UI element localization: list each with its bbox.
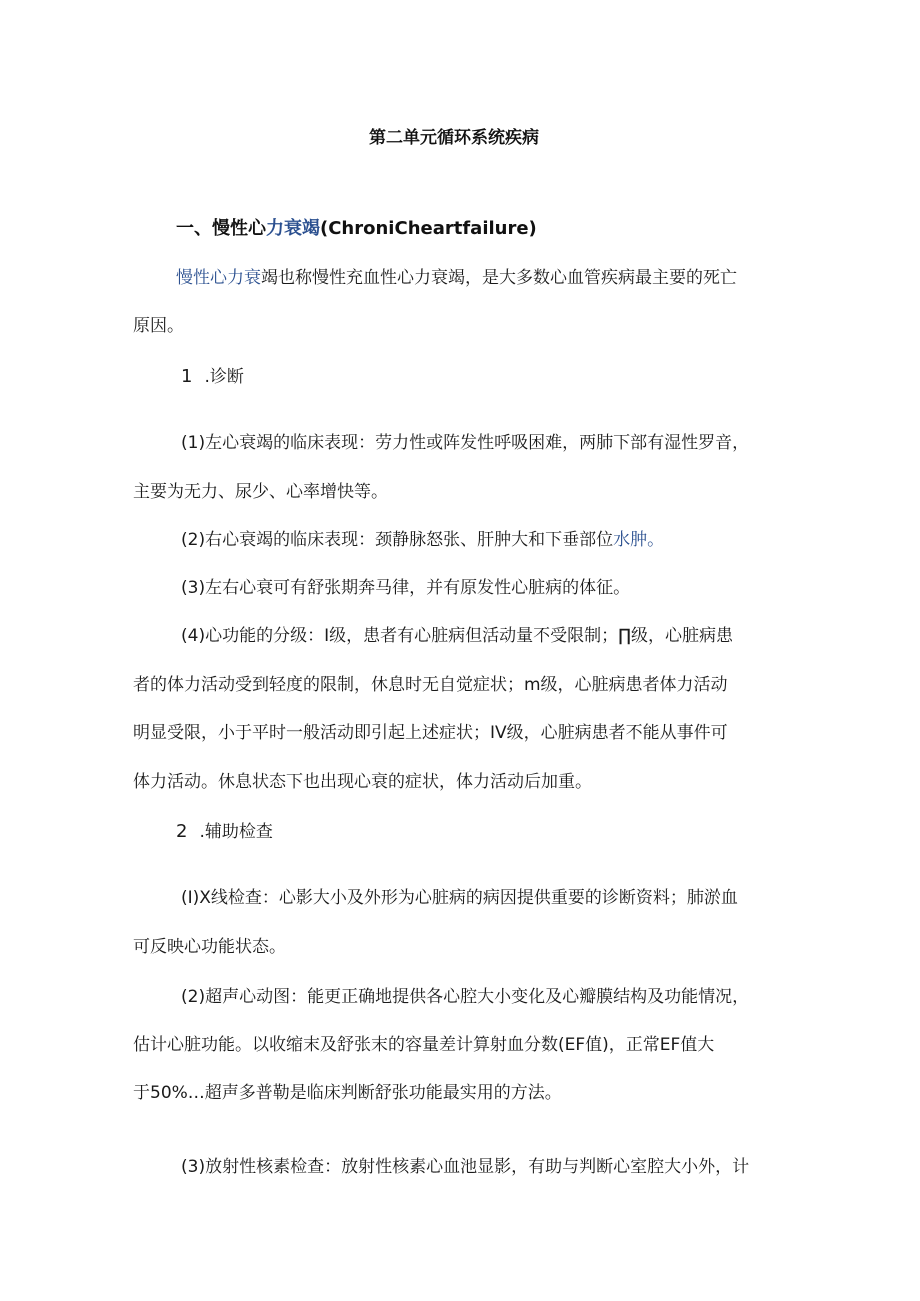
intro-line-1 (176, 266, 737, 290)
intro-line-2: 原因。 (133, 316, 184, 336)
section-heading-suffix: (ChroniCheartfailure) (320, 218, 537, 239)
paragraph-2-end: 。 (647, 530, 665, 550)
paragraph-4-line-4: 体力活动。休息状态下也出现心衰的症状，体力活动后加重。 (133, 772, 592, 792)
paragraph-7-line-1: (3)放射性核素检查：放射性核素心血池显影，有助与判断心室腔大小外，计 (181, 1157, 750, 1177)
paragraph-5-line-2: 可反映心功能状态。 (133, 937, 286, 957)
paragraph-5-line-1: (I)X线检查：心影大小及外形为心脏病的病因提供重要的诊断资料；肺淤血 (181, 888, 738, 908)
auxiliary-exam-heading (176, 820, 273, 844)
diagnosis-label: .诊断 (204, 367, 244, 387)
auxiliary-exam-label: .辅助检查 (199, 822, 273, 842)
paragraph-3: (3)左右心衰可有舒张期奔马律，并有原发性心脏病的体征。 (181, 578, 631, 598)
diagnosis-heading (181, 365, 244, 389)
paragraph-1-line-1: (1)左心衰竭的临床表现：劳力性或阵发性呼吸困难，两肺下部有湿性罗音， (181, 433, 750, 453)
edema-link[interactable]: 水肿 (613, 530, 648, 550)
section-heading-prefix: 一、慢性心 (176, 218, 266, 239)
heart-failure-link[interactable]: 力衰竭 (266, 218, 320, 239)
auxiliary-exam-number: 2 (176, 821, 188, 842)
paragraph-4-line-1: (4)心功能的分级：I级，患者有心脏病但活动量不受限制；∏级，心脏病患 (181, 626, 733, 646)
chronic-heart-failure-link[interactable]: 慢性心力衰 (176, 268, 261, 288)
paragraph-4-line-3: 明显受限，小于平时一般活动即引起上述症状；IV级，心脏病患者不能从事件可 (133, 723, 728, 743)
paragraph-4-line-2: 者的体力活动受到轻度的限制，休息时无自觉症状；m级，心脏病患者体力活动 (133, 675, 728, 695)
diagnosis-number: 1 (181, 366, 193, 387)
paragraph-6-line-3: 于50%…超声多普勒是临床判断舒张功能最实用的方法。 (133, 1083, 562, 1103)
section-heading-chronic-heart-failure (176, 217, 537, 241)
paragraph-2 (181, 528, 664, 552)
intro-text: 竭也称慢性充血性心力衰竭，是大多数心血管疾病最主要的死亡 (261, 268, 737, 288)
paragraph-1-line-2: 主要为无力、尿少、心率增快等。 (133, 482, 388, 502)
paragraph-6-line-1: (2)超声心动图：能更正确地提供各心腔大小变化及心瓣膜结构及功能情况， (181, 987, 750, 1007)
page-title: 第二单元循环系统疾病 (369, 128, 539, 148)
paragraph-6-line-2: 估计心脏功能。以收缩末及舒张末的容量差计算射血分数(EF值)，正常EF值大 (133, 1035, 715, 1055)
paragraph-2-text: (2)右心衰竭的临床表现：颈静脉怒张、肝肿大和下垂部位 (181, 530, 614, 550)
